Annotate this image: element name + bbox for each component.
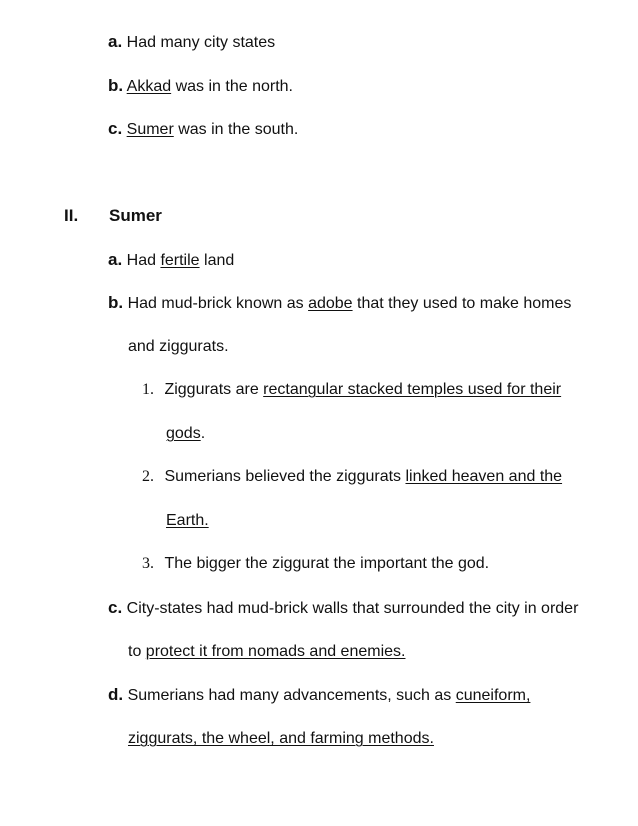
sub-item-number: 3. <box>142 555 154 572</box>
item-text: Had mud-brick known as <box>127 295 309 312</box>
outline-item-d-continuation <box>128 729 434 749</box>
sub-item-2-continuation <box>166 511 209 531</box>
outline-item-c-continuation <box>128 642 405 662</box>
item-text: Had <box>126 252 161 269</box>
item-text: City-states had mud-brick walls that surrounded the city in order <box>126 600 579 617</box>
item-text: . <box>200 425 206 442</box>
sub-item-2 <box>142 467 562 487</box>
underlined-term: ziggurats, the wheel, and farming methods. <box>128 730 434 747</box>
sub-item-1 <box>142 380 561 400</box>
outline-item-a-fertile <box>108 250 234 271</box>
item-letter: a. <box>108 32 123 51</box>
item-text: was in the north. <box>171 78 293 95</box>
item-letter: a. <box>108 250 123 269</box>
roman-numeral: II. <box>64 206 79 225</box>
item-text: The bigger the ziggurat the important the god. <box>164 555 490 572</box>
item-text: Sumerians had many advancements, such as <box>127 687 456 704</box>
item-letter: d. <box>108 685 124 704</box>
underlined-term: gods <box>166 425 201 442</box>
underlined-term: cuneiform, <box>455 687 531 704</box>
section-numeral <box>64 206 78 227</box>
underlined-term: rectangular stacked temples used for their <box>263 381 562 398</box>
underlined-term: adobe <box>308 295 353 312</box>
item-letter: c. <box>108 598 123 617</box>
section-heading <box>109 206 162 227</box>
outline-item-d-advancements <box>108 685 530 706</box>
item-text: Had many city states <box>126 34 276 51</box>
underlined-term: protect it from nomads and enemies. <box>145 643 406 660</box>
sub-item-1-continuation <box>166 424 205 444</box>
underlined-term: Earth. <box>166 512 209 529</box>
underlined-term: Akkad <box>126 78 172 95</box>
section-title: Sumer <box>109 206 162 225</box>
item-text: that they used to make homes <box>352 295 572 312</box>
underlined-term: linked heaven and the <box>405 468 563 485</box>
item-text: to <box>128 643 146 660</box>
underlined-term: fertile <box>160 252 200 269</box>
item-letter: c. <box>108 119 123 138</box>
item-letter: b. <box>108 76 124 95</box>
outline-item-c-sumer <box>108 119 298 140</box>
outline-item-c-walls <box>108 598 578 619</box>
item-letter: b. <box>108 293 124 312</box>
sub-item-number: 2. <box>142 468 154 485</box>
sub-item-number: 1. <box>142 381 154 398</box>
outline-item-b-adobe <box>108 293 571 314</box>
item-text: was in the south. <box>173 121 299 138</box>
outline-item-a-city-states <box>108 32 275 53</box>
sub-item-3 <box>142 554 489 574</box>
outline-item-b-continuation <box>128 337 229 357</box>
outline-item-b-akkad <box>108 76 293 97</box>
item-text: Ziggurats are <box>164 381 264 398</box>
item-text: land <box>199 252 235 269</box>
item-text: Sumerians believed the ziggurats <box>164 468 406 485</box>
item-text: and ziggurats. <box>128 338 229 355</box>
underlined-term: Sumer <box>126 121 174 138</box>
